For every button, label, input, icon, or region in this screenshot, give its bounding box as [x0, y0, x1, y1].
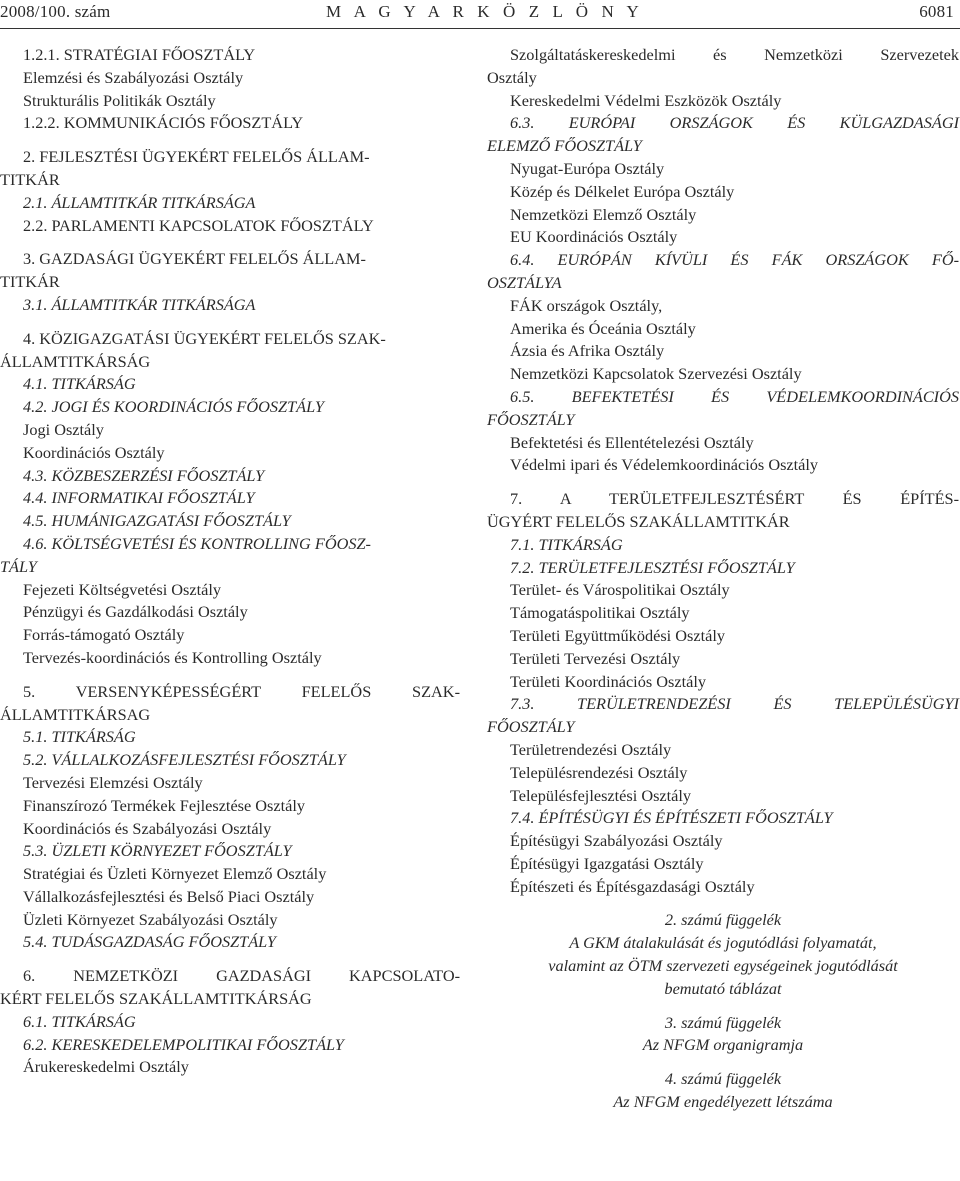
- org-unit-line: 6. NEMZETKÖZI GAZDASÁGI KAPCSOLATO-: [23, 966, 460, 986]
- org-unit-line: Kereskedelmi Védelmi Eszközök Osztály: [510, 90, 782, 110]
- org-unit-line: Stratégiai és Üzleti Környezet Elemző Osztály: [23, 864, 327, 884]
- org-unit-line: Vállalkozásfejlesztési és Belső Piaci Osztály: [23, 886, 315, 906]
- section-spacer: [0, 135, 460, 146]
- org-unit-line: Finanszírozó Termékek Fejlesztése Osztály: [23, 795, 306, 815]
- org-unit-line: ÁLLAMTITKÁRSÁG: [0, 351, 151, 371]
- org-unit-line: ÜGYÉRT FELELŐS SZAKÁLLAMTITKÁR: [487, 511, 790, 531]
- org-unit-line: 2. FEJLESZTÉSI ÜGYEKÉRT FELELŐS ÁLLAM-: [23, 147, 370, 167]
- org-unit-line: Elemzési és Szabályozási Osztály: [23, 67, 244, 87]
- org-unit-line: Fejezeti Költségvetési Osztály: [23, 579, 222, 599]
- section-spacer: [0, 317, 460, 328]
- appendix-line: 3. számú függelék: [664, 1012, 782, 1032]
- page-header: [0, 0, 960, 29]
- org-unit-line: 4. KÖZIGAZGATÁSI ÜGYEKÉRT FELELŐS SZAK-: [23, 328, 386, 348]
- org-unit-line: ELEMZŐ FŐOSZTÁLY: [487, 136, 642, 156]
- page-number: 6081: [919, 2, 954, 21]
- org-unit-line: Pénzügyi és Gazdálkodási Osztály: [23, 602, 248, 622]
- org-unit-line: Területrendezési Osztály: [510, 739, 672, 759]
- org-unit-line: TITKÁR: [0, 272, 60, 292]
- org-unit-line: Közép és Délkelet Európa Osztály: [510, 181, 735, 201]
- section-spacer: [487, 898, 959, 909]
- section-spacer: [0, 237, 460, 248]
- section-spacer: [487, 1057, 959, 1068]
- org-unit-line: FÁK országok Osztály,: [510, 295, 663, 315]
- section-spacer: [487, 1001, 959, 1012]
- org-unit-line: Strukturális Politikák Osztály: [23, 90, 216, 110]
- org-unit-line: 3. GAZDASÁGI ÜGYEKÉRT FELELŐS ÁLLAM-: [23, 249, 366, 269]
- org-unit-line: OSZTÁLYA: [487, 272, 562, 292]
- org-unit-line: 6.1. TITKÁRSÁG: [23, 1011, 136, 1031]
- org-unit-line: 7.2. TERÜLETFEJLESZTÉSI FŐOSZTÁLY: [510, 557, 795, 577]
- org-unit-line: 4.2. JOGI ÉS KOORDINÁCIÓS FŐOSZTÁLY: [23, 397, 324, 417]
- org-unit-line: Tervezési Elemzési Osztály: [23, 772, 203, 792]
- org-unit-line: Településrendezési Osztály: [510, 762, 688, 782]
- org-unit-line: TÁLY: [0, 556, 37, 576]
- org-unit-line: Koordinációs és Szabályozási Osztály: [23, 818, 272, 838]
- org-unit-line: Ázsia és Afrika Osztály: [510, 341, 665, 361]
- org-unit-line: Osztály: [487, 67, 537, 87]
- org-unit-line: 6.3. EURÓPAI ORSZÁGOK ÉS KÜLGAZDASÁGI: [510, 113, 959, 133]
- org-unit-line: 4.6. KÖLTSÉGVETÉSI ÉS KONTROLLING FŐOSZ-: [23, 533, 371, 553]
- org-unit-line: Területi Együttműködési Osztály: [510, 625, 725, 645]
- org-unit-line: Tervezés-koordinációs és Kontrolling Osztály: [23, 647, 322, 667]
- org-unit-line: 7.3. TERÜLETRENDEZÉSI ÉS TELEPÜLÉSÜGYI: [510, 694, 959, 714]
- org-unit-line: 5.1. TITKÁRSÁG: [23, 727, 136, 747]
- org-unit-line: Nyugat-Európa Osztály: [510, 158, 665, 178]
- org-unit-line: EU Koordinációs Osztály: [510, 227, 678, 247]
- org-unit-line: 6.2. KERESKEDELEMPOLITIKAI FŐOSZTÁLY: [23, 1034, 344, 1054]
- org-unit-line: Amerika és Óceánia Osztály: [510, 318, 696, 338]
- org-unit-line: 4.1. TITKÁRSÁG: [23, 374, 136, 394]
- org-unit-line: Területi Koordinációs Osztály: [510, 671, 706, 691]
- org-unit-line: 2.2. PARLAMENTI KAPCSOLATOK FŐOSZTÁLY: [23, 215, 374, 235]
- org-unit-line: 5.4. TUDÁSGAZDASÁG FŐOSZTÁLY: [23, 932, 276, 952]
- org-unit-line: Nemzetközi Kapcsolatok Szervezési Osztály: [510, 364, 802, 384]
- org-unit-line: 5. VERSENYKÉPESSÉGÉRT FELELŐS SZAK-: [23, 681, 460, 701]
- org-unit-line: Nemzetközi Elemző Osztály: [510, 204, 697, 224]
- org-unit-line: Befektetési és Ellentételezési Osztály: [510, 432, 754, 452]
- section-spacer: [487, 477, 959, 488]
- appendix-line: Az NFGM engedélyezett létszáma: [613, 1092, 833, 1112]
- appendix-line: valamint az ÖTM szervezeti egységeinek jogutódlását: [548, 956, 898, 976]
- org-unit-line: 7.4. ÉPÍTÉSÜGYI ÉS ÉPÍTÉSZETI FŐOSZTÁLY: [510, 808, 833, 828]
- org-unit-line: 7. A TERÜLETFEJLESZTÉSÉRT ÉS ÉPÍTÉS-: [510, 489, 959, 509]
- org-unit-line: 6.4. EURÓPÁN KÍVÜLI ÉS FÁK ORSZÁGOK FŐ-: [510, 250, 959, 270]
- left-column: [0, 44, 460, 1079]
- section-spacer: [0, 954, 460, 965]
- org-unit-line: 5.3. ÜZLETI KÖRNYEZET FŐOSZTÁLY: [23, 841, 292, 861]
- org-unit-line: 3.1. ÁLLAMTITKÁR TITKÁRSÁGA: [23, 294, 256, 314]
- issue-number: 2008/100. szám: [0, 2, 111, 21]
- org-unit-line: Üzleti Környezet Szabályozási Osztály: [23, 909, 278, 929]
- appendix-line: A GKM átalakulását és jogutódlási folyamatát,: [569, 933, 877, 953]
- right-column: [487, 44, 959, 1114]
- org-unit-line: KÉRT FELELŐS SZAKÁLLAMTITKÁRSÁG: [0, 989, 312, 1009]
- org-unit-line: TITKÁR: [0, 169, 60, 189]
- appendix-line: 2. számú függelék: [664, 910, 782, 930]
- org-unit-line: 4.5. HUMÁNIGAZGATÁSI FŐOSZTÁLY: [23, 511, 291, 531]
- org-unit-line: Építésügyi Igazgatási Osztály: [510, 853, 704, 873]
- org-unit-line: ÁLLAMTITKÁRSAG: [0, 704, 151, 724]
- org-unit-line: 1.2.1. STRATÉGIAI FŐOSZTÁLY: [23, 45, 256, 64]
- appendix-line: 4. számú függelék: [664, 1069, 782, 1089]
- appendix-line: Az NFGM organigramja: [642, 1035, 804, 1055]
- journal-title: M A G Y A R K Ö Z L Ö N Y: [326, 2, 644, 21]
- org-unit-line: Településfejlesztési Osztály: [510, 785, 692, 805]
- org-unit-line: 5.2. VÁLLALKOZÁSFEJLESZTÉSI FŐOSZTÁLY: [23, 750, 346, 770]
- org-unit-line: Építészeti és Építésgazdasági Osztály: [510, 876, 755, 896]
- org-unit-line: Jogi Osztály: [23, 419, 104, 439]
- org-unit-line: 2.1. ÁLLAMTITKÁR TITKÁRSÁGA: [23, 192, 256, 212]
- org-unit-line: Területi Tervezési Osztály: [510, 648, 681, 668]
- org-unit-line: Építésügyi Szabályozási Osztály: [510, 831, 723, 851]
- org-unit-line: 6.5. BEFEKTETÉSI ÉS VÉDELEMKOORDINÁCIÓS: [510, 386, 959, 406]
- org-unit-line: 4.3. KÖZBESZERZÉSI FŐOSZTÁLY: [23, 465, 265, 485]
- org-unit-line: Forrás-támogató Osztály: [23, 625, 185, 645]
- org-unit-line: FŐOSZTÁLY: [487, 717, 575, 737]
- org-unit-line: 4.4. INFORMATIKAI FŐOSZTÁLY: [23, 488, 255, 508]
- org-unit-line: Védelmi ipari és Védelemkoordinációs Osztály: [510, 455, 819, 475]
- appendix-line: bemutató táblázat: [664, 978, 782, 998]
- org-unit-line: 7.1. TITKÁRSÁG: [510, 534, 623, 554]
- org-unit-line: Koordinációs Osztály: [23, 442, 165, 462]
- org-unit-line: Támogatáspolitikai Osztály: [510, 603, 690, 623]
- section-spacer: [0, 670, 460, 681]
- org-unit-line: Árukereskedelmi Osztály: [23, 1057, 189, 1077]
- org-unit-line: FŐOSZTÁLY: [487, 409, 575, 429]
- org-unit-line: Szolgáltatáskereskedelmi és Nemzetközi Szervezetek: [510, 45, 959, 64]
- org-unit-line: Terület- és Várospolitikai Osztály: [510, 580, 730, 600]
- org-unit-line: 1.2.2. KOMMUNIKÁCIÓS FŐOSZTÁLY: [23, 113, 304, 133]
